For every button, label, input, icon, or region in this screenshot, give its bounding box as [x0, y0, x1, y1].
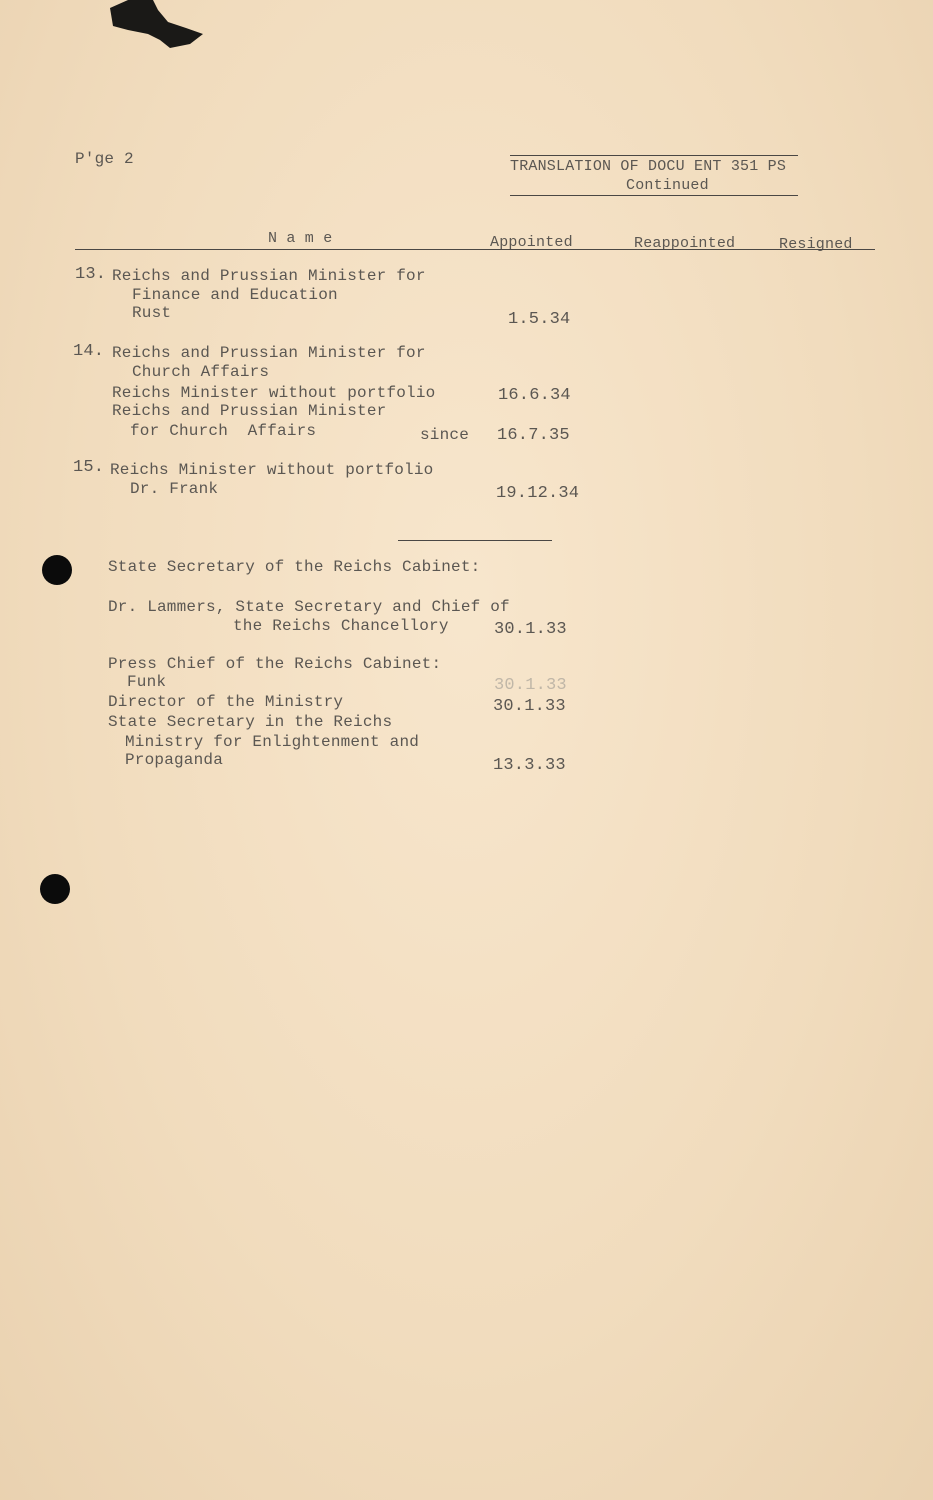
press-line-2: Funk	[127, 673, 167, 691]
title-underline	[510, 155, 798, 156]
press-line-6: Propaganda	[125, 751, 224, 769]
punch-hole-bottom	[40, 874, 70, 904]
entry-13-line-1: Reichs and Prussian Minister for	[112, 267, 426, 285]
press-struck-date: 30.1.33	[494, 676, 567, 695]
entry-14-since: since	[420, 426, 470, 444]
press-line-5: Ministry for Enlightenment and	[125, 733, 420, 751]
press-line-3: Director of the Ministry	[108, 693, 344, 711]
entry-14-line-3: Reichs Minister without portfolio	[112, 384, 436, 402]
state-secretary-heading: State Secretary of the Reichs Cabinet:	[108, 558, 481, 576]
translation-title: TRANSLATION OF DOCU ENT 351 PS	[510, 158, 787, 175]
ink-blot	[108, 0, 203, 48]
entry-14-line-5: for Church Affairs	[130, 422, 317, 440]
press-line-4: State Secretary in the Reichs	[108, 713, 393, 731]
column-appointed: Appointed	[490, 234, 573, 251]
entry-15-number: 15.	[73, 458, 105, 477]
entry-13-line-2: Finance and Education	[132, 286, 338, 304]
entry-14-line-2: Church Affairs	[132, 363, 270, 381]
entry-13-appointed: 1.5.34	[508, 310, 571, 329]
entry-14-appointed-2: 16.7.35	[497, 426, 570, 445]
entry-14-line-4: Reichs and Prussian Minister	[112, 402, 387, 420]
continued-label: Continued	[626, 177, 709, 194]
entry-14-line-1: Reichs and Prussian Minister for	[112, 344, 426, 362]
header-rule	[75, 249, 875, 250]
press-date: 30.1.33	[493, 697, 566, 716]
continued-underline	[510, 195, 798, 196]
press-date-2: 13.3.33	[493, 756, 566, 775]
entry-14-number: 14.	[73, 342, 105, 361]
lammers-line-2: the Reichs Chancellory	[233, 617, 449, 635]
entry-14-appointed-1: 16.6.34	[498, 386, 571, 405]
entry-13-number: 13.	[75, 265, 107, 284]
column-reappointed: Reappointed	[634, 235, 736, 252]
press-line-1: Press Chief of the Reichs Cabinet:	[108, 655, 442, 673]
entry-15-line-1: Reichs Minister without portfolio	[110, 461, 434, 479]
punch-hole-top	[42, 555, 72, 585]
section-separator	[398, 540, 552, 541]
lammers-line-1: Dr. Lammers, State Secretary and Chief of	[108, 598, 510, 616]
page-label: P'ge 2	[75, 150, 134, 168]
entry-15-appointed: 19.12.34	[496, 484, 580, 503]
column-name: N a m e	[268, 230, 333, 247]
entry-15-line-2: Dr. Frank	[130, 480, 219, 498]
lammers-date: 30.1.33	[494, 620, 567, 639]
entry-13-line-3: Rust	[132, 304, 172, 322]
column-resigned: Resigned	[779, 236, 853, 253]
